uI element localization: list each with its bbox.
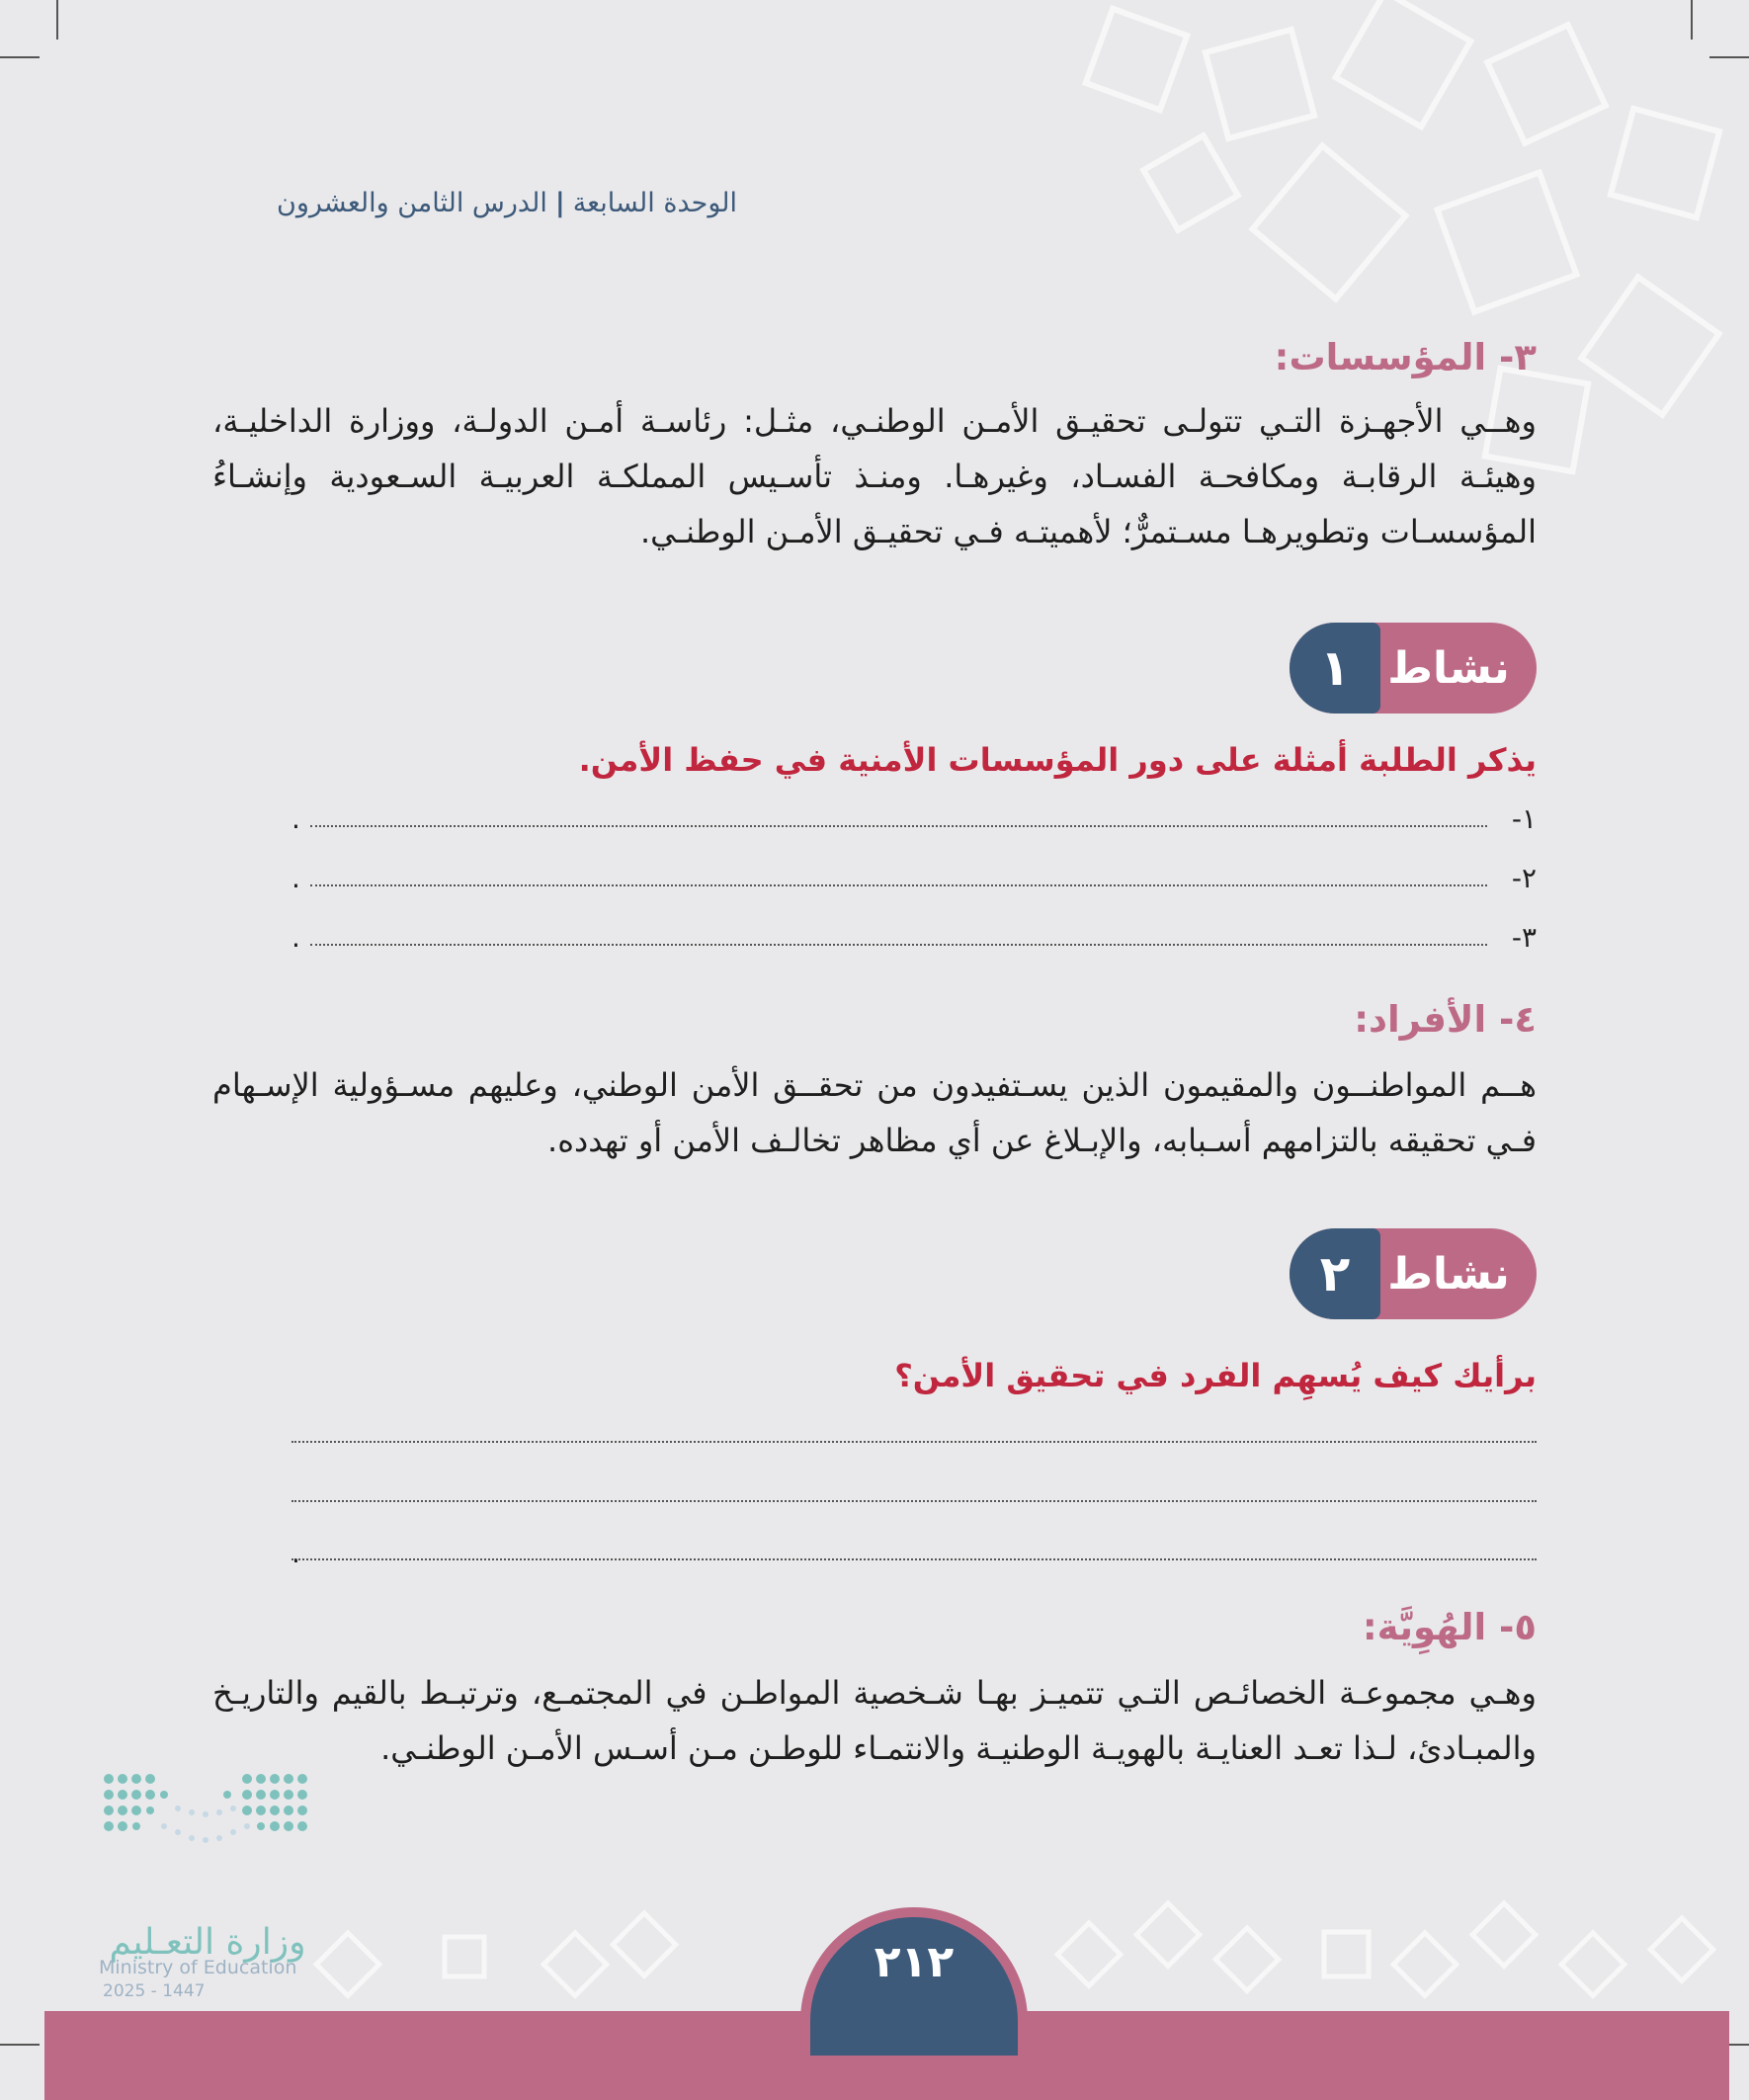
line-end-dot: .	[292, 1537, 300, 1569]
activity-label: نشاط	[1387, 1248, 1510, 1300]
section-title-identity: ٥- الهُوِيَّة:	[1362, 1606, 1537, 1648]
section-text-institutions: وهــي الأجهـزة التـي تتولـى تحقيـق الأمـن الوطنـي، مثـل: رئاسـة أمـن الدولـة، ووزارة الداخليـة، وهيئـة الرقابـة ومكافحـة الفسـاد، وغيرهـا. ومنـذ تأسـيس المملكـة العربيـة السـعودية وإنشـاءُ المؤسسـات وتطويرهـا مسـتمرٌّ؛ لأهميتـه فـي تحقيـق الأمـن الوطنـي.	[212, 402, 1537, 550]
activity-question-1: يذكر الطلبة أمثلة على دور المؤسسات الأمنية في حفظ الأمن.	[578, 741, 1537, 779]
answer-line[interactable]	[292, 1441, 1537, 1443]
section-title-institutions: ٣- المؤسسات:	[1274, 336, 1537, 378]
running-header	[277, 188, 781, 218]
ministry-logo-icon	[99, 1769, 316, 1878]
answer-line-number: ٣-	[1511, 921, 1537, 954]
crop-mark	[56, 0, 58, 40]
answer-line[interactable]	[292, 1500, 1537, 1502]
crop-mark	[0, 56, 40, 58]
line-end-dot: .	[292, 921, 300, 954]
activity-badge-2	[1290, 1228, 1537, 1319]
activity-badge-1	[1290, 623, 1537, 714]
header-separator: |	[554, 188, 565, 218]
answer-line-number: ٢-	[1511, 862, 1537, 894]
page-number: ٢١٢	[874, 1937, 955, 1987]
crop-mark	[0, 2044, 40, 2046]
answer-line[interactable]	[292, 796, 1537, 835]
activity-label: نشاط	[1387, 642, 1510, 694]
activity-number: ١	[1290, 623, 1380, 714]
answer-line[interactable]	[292, 1558, 1537, 1560]
dotted-line	[310, 883, 1487, 886]
dotted-line	[310, 824, 1487, 827]
header-unit: الوحدة السابعة	[572, 188, 738, 218]
section-text-identity: وهـي مجموعـة الخصائـص التـي تتميـز بهـا شـخصية المواطـن في المجتمـع، وترتبـط بالقيم والتاريـخ والمبـادئ، لـذا تعـد العنايـة بالهويـة الوطنيـة والانتمـاء للوطـن مـن أسـس الأمـن الوطنـي.	[212, 1674, 1537, 1767]
line-end-dot: .	[292, 802, 300, 835]
answer-line-number: ١-	[1511, 802, 1537, 835]
answer-line[interactable]	[292, 855, 1537, 894]
ministry-name-english: Ministry of Education	[99, 1957, 297, 1978]
section-title-individuals: ٤- الأفراد:	[1354, 998, 1537, 1041]
ministry-name-arabic: وزارة التعـليم	[109, 1922, 306, 1963]
line-end-dot: .	[292, 862, 300, 894]
dotted-line	[310, 943, 1487, 946]
activity-number: ٢	[1290, 1228, 1380, 1319]
header-lesson: الدرس الثامن والعشرون	[277, 188, 547, 218]
ministry-year: 2025 - 1447	[103, 1981, 206, 2001]
section-text-individuals: هــم المواطنــون والمقيمون الذين يسـتفيدون من تحقــق الأمن الوطني، وعليهم مسـؤولية الإسـهام فـي تحقيقه بالتزامهم أسـبابه، والإبـلاغ عن أي مظاهر تخالـف الأمن أو تهدده.	[212, 1066, 1537, 1159]
answer-line[interactable]	[292, 914, 1537, 954]
activity-question-2: برأيك كيف يُسهِم الفرد في تحقيق الأمن؟	[894, 1357, 1537, 1394]
